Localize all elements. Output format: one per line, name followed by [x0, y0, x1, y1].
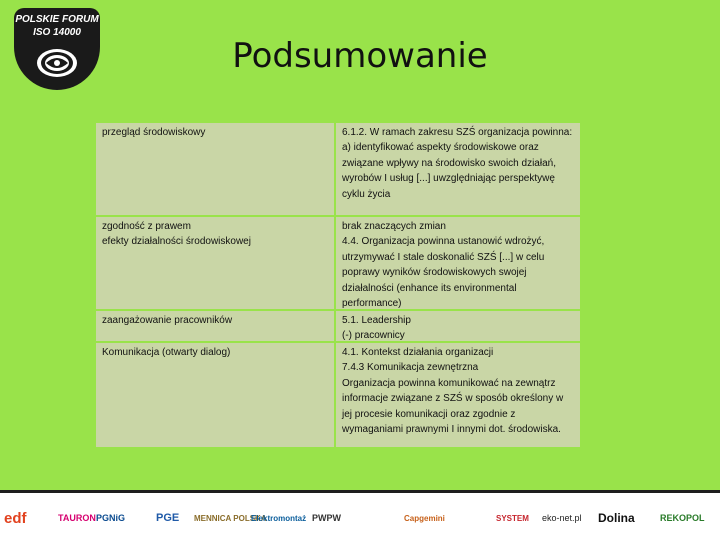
pgnig-logo-text: PGNiG [96, 513, 126, 523]
cell-text: 5.1. Leadership (-) pracownicy [342, 315, 411, 342]
tauron-logo [58, 506, 96, 530]
edf-logo [4, 506, 27, 530]
cell-text: zgodność z prawem efekty działalności środowiskowej [102, 221, 251, 248]
table-row [96, 311, 580, 341]
table-cell-topic [96, 343, 334, 447]
system-logo-text: SYSTEM [496, 513, 529, 523]
table-cell-standard [336, 123, 580, 215]
table-row [96, 123, 580, 215]
pwpw-logo-text: PWPW [312, 513, 341, 523]
summary-table [96, 123, 580, 447]
table-cell-standard [336, 217, 580, 309]
edf-logo-text: edf [4, 509, 27, 527]
table-cell-topic [96, 123, 334, 215]
table-cell-topic [96, 217, 334, 309]
table-cell-topic [96, 311, 334, 341]
pge-logo [156, 506, 179, 530]
footer-divider [0, 490, 720, 493]
pge-logo-text: PGE [156, 512, 180, 524]
table-cell-standard [336, 343, 580, 447]
logo-line-2: ISO 14000 [33, 27, 81, 38]
capgemini-logo [404, 506, 445, 530]
cell-text: 4.1. Kontekst działania organizacji 7.4.3 Komunikacja zewnętrzna Organizacja powinna komunikować na zewnątrz informacje związane z SZŚ w sposób określony w jej procesie komunikacji oraz zgodnie z wymaganiami prawnymi I innymi dot. środowiska. [342, 347, 564, 436]
page-title: Podsumowanie [232, 36, 488, 76]
pwpw-logo [312, 506, 341, 530]
mennica-logo-text: MENNICA POLSKA [194, 513, 267, 523]
cell-text: Komunikacja (otwarty dialog) [102, 347, 231, 358]
rekopol-logo-text: REKOPOL [660, 513, 705, 523]
logo-line-1: POLSKIE FORUM [15, 14, 99, 25]
rekopol-logo [660, 506, 705, 530]
dolina-logo-text: Dolina [598, 511, 635, 525]
table-row [96, 343, 580, 447]
cell-text: zaangażowanie pracowników [102, 315, 233, 326]
polskie-forum-logo [14, 8, 100, 90]
pgnig-logo [96, 506, 125, 530]
eko-net-logo-text: eko-net.pl [542, 513, 582, 523]
dolina-logo [598, 506, 635, 530]
cell-text: brak znaczących zmian 4.4. Organizacja powinna ustanowić wdrożyć, utrzymywać I stale doskonalić SZŚ [...] w celu poprawy wyników środowiskowych swojej działalności (enhance its environmental performance) [342, 221, 545, 310]
system-logo [496, 506, 529, 530]
tauron-logo-text: TAURON [58, 513, 96, 523]
table-row [96, 217, 580, 309]
capgemini-logo-text: Capgemini [404, 513, 445, 523]
elektromontaz-logo [251, 506, 306, 530]
cell-text: 6.1.2. W ramach zakresu SZŚ organizacja powinna: a) identyfikować aspekty środowiskowe oraz związane wpływy na środowisko swoich działań, wyrobów I usług [...] uwzględniając perspektywę cyklu życia [342, 127, 573, 200]
globe-icon [36, 48, 78, 78]
cell-text: przegląd środowiskowy [102, 127, 206, 138]
eko-net-logo [542, 506, 582, 530]
table-cell-standard [336, 311, 580, 341]
elektromontaz-logo-text: Elektromontaż [251, 513, 307, 523]
